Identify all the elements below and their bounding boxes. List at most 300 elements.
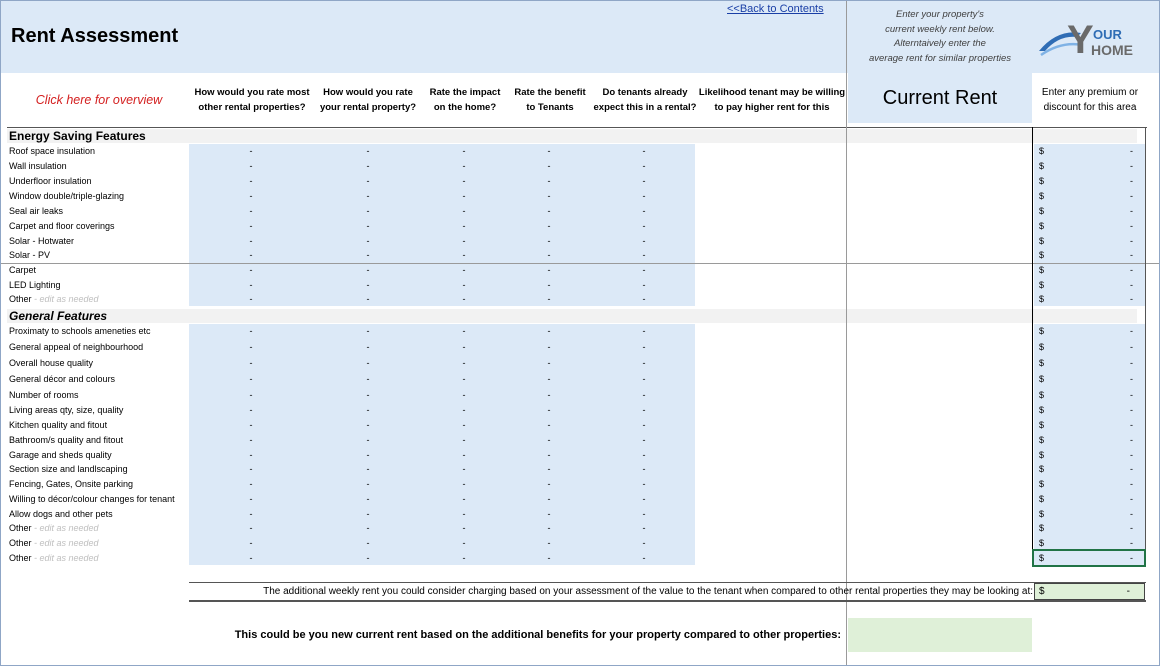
logo-letter: Y: [1067, 18, 1094, 62]
rating-cell[interactable]: -: [366, 538, 370, 548]
feature-label: [9, 292, 99, 306]
feature-name: Carpet and floor coverings: [9, 221, 115, 231]
premium-cell[interactable]: [1039, 388, 1133, 402]
rating-cell[interactable]: -: [249, 390, 253, 400]
rating-cell[interactable]: -: [547, 358, 551, 368]
rating-cell[interactable]: -: [249, 176, 253, 186]
rating-cell[interactable]: -: [249, 206, 253, 216]
feature-name: Bathroom/s quality and fitout: [9, 435, 124, 445]
page-title: Rent Assessment: [11, 25, 179, 47]
rating-cell[interactable]: -: [547, 435, 551, 445]
rating-cell[interactable]: -: [642, 509, 646, 519]
feature-name: LED Lighting: [9, 280, 61, 290]
feature-label: [9, 388, 79, 402]
rating-cell[interactable]: -: [366, 250, 370, 260]
rating-cell[interactable]: -: [366, 206, 370, 216]
rating-cell[interactable]: -: [366, 390, 370, 400]
feature-label: [9, 174, 92, 188]
premium-cell[interactable]: [1039, 144, 1133, 158]
feature-label: [9, 448, 112, 462]
rating-cell[interactable]: -: [249, 236, 253, 246]
premium-cell[interactable]: [1039, 477, 1133, 491]
rating-cell[interactable]: -: [366, 509, 370, 519]
feature-name: Overall house quality: [9, 358, 94, 368]
feature-label: [9, 189, 124, 203]
premium-cell[interactable]: [1039, 433, 1133, 447]
rating-cell[interactable]: -: [462, 390, 466, 400]
rating-cell[interactable]: -: [547, 265, 551, 275]
rating-cell[interactable]: -: [249, 191, 253, 201]
feature-name: Section size and landlscaping: [9, 464, 128, 474]
selected-cell[interactable]: [1032, 549, 1146, 567]
col-header-line: on the home?: [433, 102, 497, 113]
col-header-your-property: [313, 85, 423, 115]
rating-cell[interactable]: -: [366, 280, 370, 290]
rating-cell[interactable]: -: [366, 294, 370, 304]
current-rent-label: Current Rent: [848, 73, 1032, 123]
premium-header: [1034, 85, 1146, 115]
rating-cell[interactable]: -: [249, 294, 253, 304]
feature-label: [9, 507, 113, 521]
feature-name: Other: [9, 538, 32, 548]
currency-symbol: $: [1039, 326, 1045, 336]
rating-cell[interactable]: -: [642, 342, 646, 352]
premium-header-line: discount for this area: [1043, 102, 1137, 113]
premium-value: -: [1130, 161, 1133, 171]
rating-cell[interactable]: -: [366, 374, 370, 384]
currency-symbol: $: [1039, 221, 1045, 231]
rating-cell[interactable]: -: [642, 294, 646, 304]
premium-cell[interactable]: [1039, 340, 1133, 354]
rating-cell[interactable]: -: [642, 221, 646, 231]
rating-cell[interactable]: -: [462, 420, 466, 430]
feature-name: Seal air leaks: [9, 206, 64, 216]
rating-cell[interactable]: -: [642, 146, 646, 156]
rating-cell[interactable]: -: [462, 250, 466, 260]
premium-cell[interactable]: [1039, 507, 1133, 521]
feature-label: [9, 219, 115, 233]
premium-cell[interactable]: [1039, 403, 1133, 417]
premium-value: -: [1130, 265, 1133, 275]
premium-cell[interactable]: [1039, 159, 1133, 173]
premium-value: -: [1130, 509, 1133, 519]
feature-label: [9, 433, 123, 447]
feature-name: Underfloor insulation: [9, 176, 92, 186]
rating-cell[interactable]: -: [462, 161, 466, 171]
rating-cell[interactable]: -: [462, 326, 466, 336]
premium-cell[interactable]: [1039, 536, 1133, 550]
currency-symbol: $: [1039, 342, 1045, 352]
feature-label: [9, 462, 128, 476]
overview-link[interactable]: Click here for overview: [35, 93, 163, 107]
feature-name: Other: [9, 294, 32, 304]
feature-label: [9, 263, 36, 277]
feature-name: Window double/triple-glazing: [9, 191, 125, 201]
rating-cell[interactable]: -: [547, 538, 551, 548]
rating-cell[interactable]: -: [249, 358, 253, 368]
rating-cell[interactable]: -: [642, 280, 646, 290]
feature-label: [9, 551, 99, 565]
premium-cell[interactable]: [1039, 204, 1133, 218]
rating-cell[interactable]: -: [642, 523, 646, 533]
premium-value: -: [1130, 206, 1133, 216]
rating-cell[interactable]: -: [462, 176, 466, 186]
rating-cell[interactable]: -: [462, 146, 466, 156]
col-header-benefit: [507, 85, 593, 115]
edit-note: - edit as needed: [31, 538, 99, 548]
rating-cell[interactable]: -: [249, 146, 253, 156]
rating-cell[interactable]: -: [642, 161, 646, 171]
rating-cell[interactable]: -: [249, 374, 253, 384]
currency-symbol: $: [1039, 294, 1045, 304]
rating-cell[interactable]: -: [547, 374, 551, 384]
premium-value: -: [1130, 538, 1133, 548]
feature-name: Other: [9, 523, 32, 533]
feature-label: [9, 324, 151, 338]
rating-cell[interactable]: -: [366, 161, 370, 171]
premium-cell[interactable]: [1039, 219, 1133, 233]
premium-cell[interactable]: [1039, 372, 1133, 386]
premium-cell[interactable]: [1039, 263, 1133, 277]
edit-note: - edit as needed: [31, 294, 99, 304]
col-header-line: to pay higher rent for this: [714, 102, 830, 113]
feature-name: Wall insulation: [9, 161, 67, 171]
rating-cell[interactable]: -: [462, 342, 466, 352]
rating-cell[interactable]: -: [642, 450, 646, 460]
rating-cell[interactable]: -: [642, 538, 646, 548]
rating-cell[interactable]: -: [249, 523, 253, 533]
additional-rent-total: [1034, 583, 1145, 600]
currency-symbol: $: [1039, 538, 1045, 548]
premium-cell[interactable]: [1039, 448, 1133, 462]
rating-cell[interactable]: -: [366, 265, 370, 275]
rating-cell[interactable]: -: [462, 494, 466, 504]
total-value: -: [1126, 586, 1130, 597]
currency-symbol: $: [1039, 464, 1045, 474]
premium-value: -: [1130, 553, 1133, 563]
feature-label: [9, 418, 107, 432]
rating-cell[interactable]: -: [642, 553, 646, 563]
col-header-higher-rent: [697, 85, 847, 115]
currency-symbol: $: [1039, 236, 1045, 246]
section-title: Energy Saving Features: [9, 129, 146, 143]
feature-label: [9, 248, 50, 262]
rating-cell[interactable]: -: [642, 405, 646, 415]
rating-cell[interactable]: -: [642, 236, 646, 246]
edit-note: - edit as needed: [31, 553, 99, 563]
feature-label: [9, 521, 99, 535]
rating-cell[interactable]: -: [249, 326, 253, 336]
rating-cell[interactable]: -: [249, 553, 253, 563]
premium-cell[interactable]: [1039, 278, 1133, 292]
premium-value: -: [1130, 390, 1133, 400]
premium-value: -: [1130, 146, 1133, 156]
rating-cell[interactable]: -: [462, 374, 466, 384]
rating-cell[interactable]: -: [547, 464, 551, 474]
instruction-line: Alterntaively enter the: [894, 38, 986, 49]
feature-name: Carpet: [9, 265, 37, 275]
rating-cell[interactable]: -: [547, 509, 551, 519]
rating-cell[interactable]: -: [547, 342, 551, 352]
premium-value: -: [1130, 294, 1133, 304]
feature-name: General décor and colours: [9, 374, 116, 384]
premium-value: -: [1130, 176, 1133, 186]
premium-cell[interactable]: [1039, 292, 1133, 306]
rating-cell[interactable]: -: [366, 221, 370, 231]
premium-value: -: [1130, 374, 1133, 384]
rating-cell[interactable]: -: [249, 464, 253, 474]
rating-cell[interactable]: -: [642, 206, 646, 216]
rating-cell[interactable]: -: [366, 494, 370, 504]
feature-label: [9, 278, 61, 292]
premium-value: -: [1130, 420, 1133, 430]
rating-cell[interactable]: -: [462, 294, 466, 304]
back-to-contents-link[interactable]: <<Back to Contents: [727, 3, 824, 15]
currency-symbol: $: [1039, 265, 1045, 275]
rating-cell[interactable]: -: [366, 405, 370, 415]
table-top-border: [7, 127, 1147, 128]
rating-cell[interactable]: -: [547, 280, 551, 290]
premium-value: -: [1130, 280, 1133, 290]
rating-cell[interactable]: -: [642, 390, 646, 400]
rating-cell[interactable]: -: [642, 326, 646, 336]
instruction-line: average rent for similar properties: [868, 52, 1012, 64]
rating-cell[interactable]: -: [642, 420, 646, 430]
premium-value: -: [1130, 435, 1133, 445]
feature-label: [9, 340, 143, 354]
rating-cell[interactable]: -: [547, 523, 551, 533]
rating-cell[interactable]: -: [547, 494, 551, 504]
premium-cell[interactable]: [1039, 462, 1133, 476]
rating-cell[interactable]: -: [462, 464, 466, 474]
rating-cell[interactable]: -: [366, 358, 370, 368]
feature-name: Kitchen quality and fitout: [9, 420, 108, 430]
rating-cell[interactable]: -: [642, 464, 646, 474]
rating-cell[interactable]: -: [642, 250, 646, 260]
rating-cell[interactable]: -: [366, 176, 370, 186]
feature-name: Willing to décor/colour changes for tenant: [9, 494, 175, 504]
premium-cell[interactable]: [1039, 189, 1133, 203]
rating-cell[interactable]: -: [462, 191, 466, 201]
rating-cell[interactable]: -: [366, 435, 370, 445]
rating-cell[interactable]: -: [547, 326, 551, 336]
rating-cell[interactable]: -: [249, 250, 253, 260]
col-header-line: How would you rate most: [194, 87, 310, 98]
rating-cell[interactable]: -: [462, 358, 466, 368]
premium-column-right-border: [1145, 127, 1146, 567]
feature-label: [9, 492, 175, 506]
currency-symbol: $: [1039, 405, 1045, 415]
feature-name: Fencing, Gates, Onsite parking: [9, 479, 134, 489]
rating-cell[interactable]: -: [462, 221, 466, 231]
rating-cell[interactable]: -: [642, 479, 646, 489]
currency-symbol: $: [1039, 420, 1045, 430]
rating-cell[interactable]: -: [547, 176, 551, 186]
feature-name: Allow dogs and other pets: [9, 509, 113, 519]
rating-cell[interactable]: -: [462, 523, 466, 533]
rating-cell[interactable]: -: [366, 342, 370, 352]
rating-cell[interactable]: -: [249, 435, 253, 445]
rating-cell[interactable]: -: [642, 435, 646, 445]
rating-cell[interactable]: -: [462, 553, 466, 563]
premium-value: -: [1130, 326, 1133, 336]
currency-symbol: $: [1039, 435, 1045, 445]
rating-cell[interactable]: -: [249, 450, 253, 460]
rating-cell[interactable]: -: [547, 191, 551, 201]
feature-label: [9, 356, 93, 370]
rating-cell[interactable]: -: [366, 191, 370, 201]
col-header-impact: [423, 85, 507, 115]
rating-cell[interactable]: -: [462, 450, 466, 460]
rating-cell[interactable]: -: [547, 450, 551, 460]
rating-cell[interactable]: -: [249, 538, 253, 548]
rating-cell[interactable]: -: [547, 294, 551, 304]
rating-cell[interactable]: -: [366, 464, 370, 474]
premium-cell[interactable]: [1039, 174, 1133, 188]
rating-cell[interactable]: -: [642, 191, 646, 201]
feature-label: [9, 144, 95, 158]
premium-cell[interactable]: [1039, 492, 1133, 506]
rating-cell[interactable]: -: [642, 374, 646, 384]
feature-name: Number of rooms: [9, 390, 79, 400]
rating-cell[interactable]: -: [366, 450, 370, 460]
currency-symbol: $: [1039, 250, 1045, 260]
frozen-pane-divider-horizontal: [1, 263, 1160, 264]
premium-cell[interactable]: [1039, 418, 1133, 432]
rating-cell[interactable]: -: [366, 146, 370, 156]
feature-label: [9, 403, 123, 417]
premium-cell[interactable]: [1039, 324, 1133, 338]
rating-cell[interactable]: -: [249, 280, 253, 290]
new-rent-text: This could be you new current rent based on the additional benefits for your property compared to other properties:: [234, 629, 841, 641]
currency-symbol: $: [1039, 146, 1045, 156]
premium-value: -: [1130, 250, 1133, 260]
col-header-other-properties: [191, 85, 313, 115]
currency-symbol: $: [1039, 479, 1045, 489]
col-header-line: expect this in a rental?: [593, 102, 697, 113]
premium-cell[interactable]: [1039, 521, 1133, 535]
rating-cell[interactable]: -: [547, 420, 551, 430]
rating-cell[interactable]: -: [366, 523, 370, 533]
rent-instructions: [849, 8, 1031, 66]
premium-value: -: [1130, 236, 1133, 246]
rating-cell[interactable]: -: [366, 553, 370, 563]
feature-label: [9, 204, 63, 218]
rating-cell[interactable]: -: [547, 206, 551, 216]
section-band: [7, 309, 1137, 323]
feature-label: [9, 372, 115, 386]
edit-note: - edit as needed: [31, 523, 99, 533]
feature-label: [9, 234, 74, 248]
feature-label: [9, 477, 133, 491]
currency-symbol: $: [1039, 280, 1045, 290]
premium-header-line: Enter any premium or: [1041, 87, 1139, 98]
rating-cell[interactable]: -: [366, 326, 370, 336]
rating-cell[interactable]: -: [547, 390, 551, 400]
rating-cell[interactable]: -: [249, 265, 253, 275]
feature-name: Solar - PV: [9, 250, 51, 260]
rating-cell[interactable]: -: [642, 176, 646, 186]
rating-cell[interactable]: -: [249, 509, 253, 519]
instruction-line: Enter your property's: [896, 9, 984, 20]
summary-text: The additional weekly rent you could consider charging based on your assessment of the value to the tenant when compared to other rental properties they may be looking at:: [263, 586, 1033, 597]
rating-cell[interactable]: -: [366, 236, 370, 246]
rating-cell[interactable]: -: [642, 494, 646, 504]
premium-value: -: [1130, 221, 1133, 231]
rating-cell[interactable]: -: [462, 280, 466, 290]
premium-cell[interactable]: [1039, 356, 1133, 370]
col-header-tenant-expect: [593, 85, 697, 115]
feature-name: General appeal of neighbourhood: [9, 342, 144, 352]
premium-cell[interactable]: [1039, 248, 1133, 262]
premium-cell[interactable]: [1039, 234, 1133, 248]
currency-symbol: $: [1039, 374, 1045, 384]
rating-cell[interactable]: -: [547, 405, 551, 415]
premium-value: -: [1130, 191, 1133, 201]
rating-cell[interactable]: -: [249, 221, 253, 231]
rating-cell[interactable]: -: [249, 161, 253, 171]
rating-cell[interactable]: -: [462, 509, 466, 519]
rating-cell[interactable]: -: [547, 161, 551, 171]
logo-text-our: OUR: [1093, 27, 1122, 42]
rating-cell[interactable]: -: [462, 236, 466, 246]
rating-cell[interactable]: -: [642, 358, 646, 368]
rating-cell[interactable]: -: [249, 405, 253, 415]
rating-cell[interactable]: -: [462, 265, 466, 275]
rating-cell[interactable]: -: [547, 221, 551, 231]
currency-symbol: $: [1039, 450, 1045, 460]
logo-text-home: HOME: [1091, 42, 1133, 58]
feature-name: Roof space insulation: [9, 146, 96, 156]
rating-cell[interactable]: -: [547, 250, 551, 260]
col-header-line: to Tenants: [526, 102, 574, 113]
rating-cell[interactable]: -: [249, 494, 253, 504]
rating-cell[interactable]: -: [547, 479, 551, 489]
rating-cell[interactable]: -: [249, 479, 253, 489]
currency-symbol: $: [1039, 509, 1045, 519]
currency-symbol: $: [1039, 191, 1045, 201]
frozen-pane-divider-vertical: [846, 1, 847, 666]
col-header-line: Rate the benefit: [514, 87, 586, 98]
currency-symbol: $: [1039, 176, 1045, 186]
feature-label: [9, 536, 99, 550]
premium-value: -: [1130, 464, 1133, 474]
rating-cell[interactable]: -: [462, 479, 466, 489]
rating-cell[interactable]: -: [642, 265, 646, 275]
premium-value: -: [1130, 342, 1133, 352]
rating-cell[interactable]: -: [462, 538, 466, 548]
rating-cell[interactable]: -: [462, 405, 466, 415]
rating-cell[interactable]: -: [462, 206, 466, 216]
col-header-line: other rental properties?: [198, 102, 306, 113]
rating-cell[interactable]: -: [249, 342, 253, 352]
your-home-logo: [1037, 15, 1137, 63]
feature-label: [9, 159, 67, 173]
rating-cell[interactable]: -: [366, 420, 370, 430]
premium-value: -: [1130, 479, 1133, 489]
premium-value: -: [1130, 405, 1133, 415]
rating-cell[interactable]: -: [249, 420, 253, 430]
col-header-line: your rental property?: [319, 102, 417, 113]
rating-cell[interactable]: -: [547, 146, 551, 156]
rating-cell[interactable]: -: [366, 479, 370, 489]
col-header-line: How would you rate: [323, 87, 413, 98]
rating-cell[interactable]: -: [547, 236, 551, 246]
rating-cell[interactable]: -: [462, 435, 466, 445]
premium-value: -: [1130, 358, 1133, 368]
rating-cell[interactable]: -: [547, 553, 551, 563]
feature-name: Other: [9, 553, 32, 563]
